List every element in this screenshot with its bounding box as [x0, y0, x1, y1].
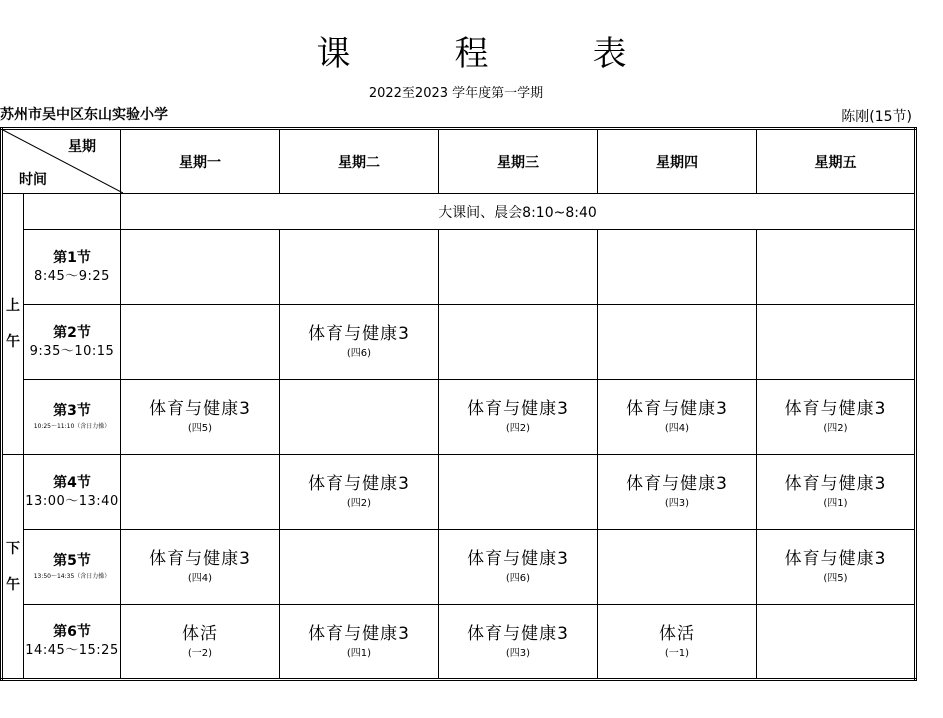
class-code: (四2) [505, 423, 531, 434]
school-name: 苏州市吴中区东山实验小学 [0, 107, 168, 123]
course-name: 体育与健康3 [626, 474, 728, 494]
course-name: 体育与健康3 [784, 474, 887, 494]
class-code: (一2) [187, 647, 213, 659]
course-name: 体育与健康3 [467, 399, 569, 419]
schedule-cell [280, 230, 439, 305]
schedule-cell [757, 605, 916, 680]
schedule-cell [598, 605, 757, 680]
afternoon-char: 午 [6, 576, 20, 593]
week-label: 星期 [68, 139, 96, 155]
day-header: 星期四 [598, 129, 757, 194]
schedule-cell [439, 455, 598, 530]
day-header: 星期一 [121, 129, 280, 194]
morning-char: 上 [6, 298, 20, 314]
period-name: 第1节 [53, 249, 91, 266]
class-code: (四6) [346, 348, 372, 359]
course-name: 体活 [659, 623, 695, 644]
schedule-cell [121, 605, 280, 680]
course-name: 体育与健康3 [467, 623, 569, 644]
title-char: 课 [316, 34, 351, 74]
schedule-cell [598, 530, 757, 605]
class-code: (四6) [505, 573, 531, 584]
page-title [0, 26, 943, 75]
class-code: (四5) [187, 423, 213, 434]
period-name: 第3节 [53, 402, 91, 419]
period-name: 第6节 [53, 624, 91, 640]
class-code: (一1) [664, 647, 690, 659]
time-label: 时间 [19, 172, 47, 188]
schedule-cell [598, 230, 757, 305]
schedule-cell [757, 455, 916, 530]
title-char: 表 [592, 34, 627, 74]
period-time: 13:00～13:40 [25, 493, 119, 509]
schedule-cell [757, 380, 916, 455]
schedule-cell [439, 530, 598, 605]
class-code: (四3) [505, 647, 531, 659]
course-name: 体育与健康3 [626, 399, 728, 419]
period-time: 13:50～14:35（含日力操） [33, 572, 111, 580]
schedule-cell [280, 455, 439, 530]
afternoon-char: 下 [6, 540, 20, 557]
schedule-cell [280, 305, 439, 380]
period-name: 第2节 [53, 324, 91, 341]
period-name: 第4节 [53, 474, 91, 491]
period-time: 14:45～15:25 [25, 643, 119, 658]
course-name: 体育与健康3 [308, 474, 410, 494]
morning-label [2, 194, 24, 455]
class-code: (四1) [823, 498, 848, 509]
recess-period-cell [24, 194, 121, 230]
period-label-cell [24, 530, 121, 605]
schedule-cell [439, 380, 598, 455]
title-char: 程 [454, 34, 489, 74]
schedule-table [0, 127, 917, 681]
schedule-cell [280, 605, 439, 680]
course-name: 体育与健康3 [149, 549, 251, 569]
header-corner-cell [2, 129, 121, 194]
schedule-cell [280, 530, 439, 605]
day-header: 星期三 [439, 129, 598, 194]
class-code: (四5) [823, 573, 848, 584]
class-code: (四2) [823, 423, 848, 434]
period-time: 9:35～10:15 [29, 343, 115, 359]
schedule-cell [598, 455, 757, 530]
class-code: (四2) [346, 498, 372, 509]
period-label-cell [24, 230, 121, 305]
schedule-cell [439, 605, 598, 680]
course-name: 体育与健康3 [784, 549, 887, 569]
period-label-cell [24, 380, 121, 455]
schedule-cell [121, 230, 280, 305]
schedule-cell [757, 230, 916, 305]
course-name: 体育与健康3 [308, 623, 410, 644]
period-label-cell [24, 605, 121, 680]
schedule-cell [598, 380, 757, 455]
class-code: (四4) [187, 573, 213, 584]
period-time: 10:25～11:10（含日力操） [33, 422, 111, 430]
class-code: (四1) [346, 647, 372, 659]
schedule-cell [121, 530, 280, 605]
class-code: (四4) [664, 423, 690, 434]
period-label-cell [24, 455, 121, 530]
day-header: 星期二 [280, 129, 439, 194]
course-name: 体育与健康3 [784, 399, 887, 419]
schedule-cell [757, 305, 916, 380]
teacher-name: 陈刚(15节) [841, 109, 912, 125]
course-name: 体育与健康3 [467, 549, 569, 569]
period-name: 第5节 [53, 552, 91, 569]
day-header: 星期五 [757, 129, 916, 194]
course-name: 体育与健康3 [308, 324, 410, 344]
schedule-cell [598, 305, 757, 380]
schedule-cell [121, 455, 280, 530]
schedule-cell [121, 305, 280, 380]
term-subtitle: 2022至2023 学年度第一学期 [368, 86, 544, 101]
schedule-cell [280, 380, 439, 455]
afternoon-label [2, 455, 24, 680]
course-name: 体活 [182, 623, 218, 644]
schedule-cell [121, 380, 280, 455]
schedule-cell [439, 230, 598, 305]
schedule-cell [757, 530, 916, 605]
morning-char: 午 [6, 334, 20, 350]
recess-row: 大课间、晨会8:10~8:40 [121, 194, 916, 230]
period-label-cell [24, 305, 121, 380]
class-code: (四3) [664, 498, 690, 509]
schedule-cell [439, 305, 598, 380]
course-name: 体育与健康3 [149, 399, 251, 419]
period-time: 8:45～9:25 [34, 268, 110, 284]
